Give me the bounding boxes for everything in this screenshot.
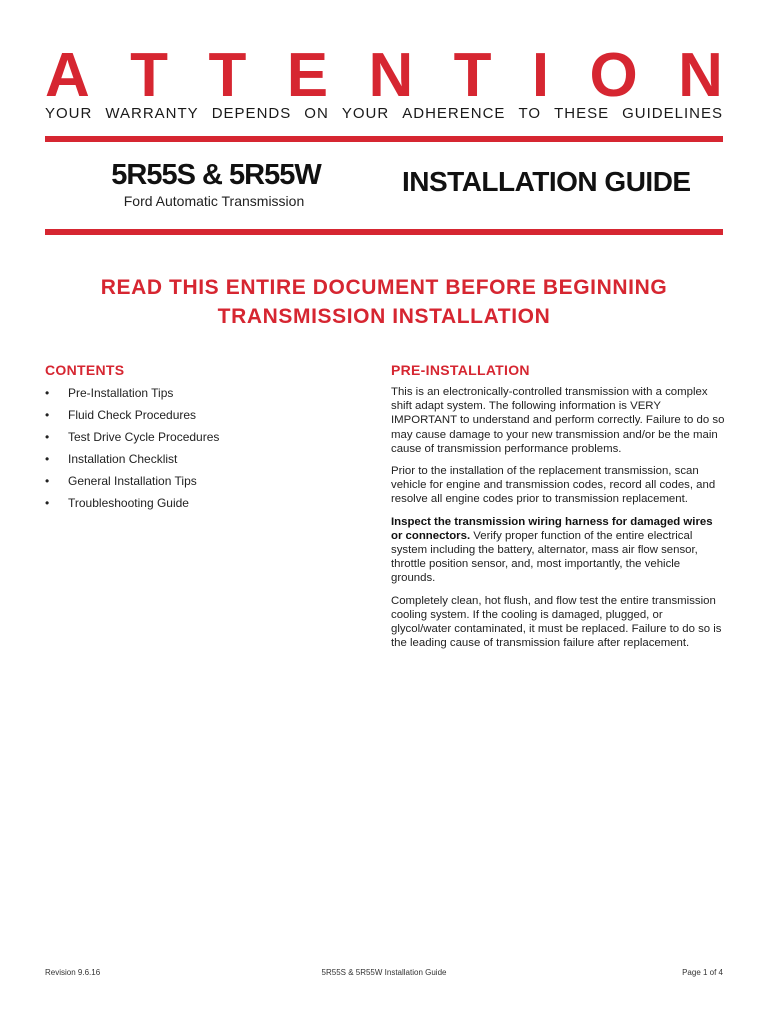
top-divider (45, 136, 723, 142)
banner-line: READ THIS ENTIRE DOCUMENT BEFORE BEGINNING (100, 276, 668, 299)
warranty-word: DEPENDS (211, 105, 292, 122)
page-footer (45, 968, 723, 980)
attention-letter: T (130, 41, 169, 110)
attention-letter: O (589, 41, 638, 110)
list-item (45, 384, 219, 406)
page-number: Page 1 of 4 (682, 968, 723, 977)
contents-item-label: Troubleshooting Guide (68, 496, 189, 510)
warranty-word: THESE (554, 105, 610, 122)
model-subtitle: Ford Automatic Transmission (123, 193, 305, 209)
contents-item-label: General Installation Tips (68, 474, 197, 488)
bullet: • (45, 496, 50, 510)
paragraph: Prior to the installation of the replacement transmission, scan vehicle for engine and transmission codes, record all codes, and resolve all engine codes prior to transmission replacement. (391, 465, 716, 506)
warranty-word: WARRANTY (105, 105, 199, 122)
warranty-word: ADHERENCE (402, 105, 506, 122)
bullet: • (45, 452, 50, 466)
pre-installation-heading: PRE-INSTALLATION (391, 362, 530, 378)
attention-letter: N (678, 41, 723, 110)
bottom-divider (45, 229, 723, 235)
attention-letter: A (45, 41, 90, 110)
document-name: 5R55S & 5R55W Installation Guide (321, 968, 447, 977)
attention-heading (45, 41, 723, 110)
warranty-word: GUIDELINES (622, 105, 723, 122)
contents-item-label: Pre-Installation Tips (68, 386, 174, 400)
bullet: • (45, 430, 50, 444)
attention-letter: I (531, 41, 550, 110)
banner-line: TRANSMISSION INSTALLATION (217, 305, 551, 328)
read-warning-banner (45, 273, 723, 331)
list-item (45, 428, 219, 450)
pre-installation-body (391, 385, 725, 658)
bullet: • (45, 474, 50, 488)
warranty-word: YOUR (45, 105, 93, 122)
attention-letter: T (208, 41, 247, 110)
bullet: • (45, 386, 50, 400)
list-item (45, 494, 219, 516)
bullet: • (45, 408, 50, 422)
paragraph: This is an electronically-controlled transmission with a complex shift adapt system. The following information is VERY IMPORTANT to understand and perform correctly. Failure to do so may cause damage to your new transmission and/or be the main cause of transmission performance problems. (391, 386, 725, 455)
contents-item-label: Test Drive Cycle Procedures (68, 430, 220, 444)
guide-title: INSTALLATION GUIDE (402, 166, 691, 197)
list-item (45, 472, 219, 494)
bold-lead-in: Inspect the transmission wiring harness for damaged wires or connectors. (391, 515, 713, 542)
contents-heading: CONTENTS (45, 362, 125, 378)
contents-item-label: Fluid Check Procedures (68, 408, 197, 422)
contents-list (45, 384, 219, 516)
revision-label: Revision 9.6.16 (45, 968, 101, 977)
paragraph: Completely clean, hot flush, and flow test the entire transmission cooling system. If the cooling is damaged, plugged, or glycol/water contaminated, it must be replaced. Failure to do so is the leading cause of transmission failure after replacement. (391, 594, 722, 650)
attention-letter: T (453, 41, 492, 110)
paragraph (391, 515, 725, 586)
attention-letter: E (286, 41, 329, 110)
model-title: 5R55S & 5R55W (111, 159, 321, 191)
warranty-word: YOUR (341, 105, 390, 122)
warranty-notice (45, 105, 723, 122)
list-item (45, 406, 219, 428)
list-item (45, 450, 219, 472)
attention-letter: N (368, 41, 414, 110)
contents-item-label: Installation Checklist (68, 452, 178, 466)
paragraph-text: Verify proper function of the entire electrical system including the battery, alternator, mass air flow sensor, throttle position sensor, and, most importantly, the vehicle grounds. (391, 529, 698, 585)
warranty-word: ON (304, 105, 329, 122)
warranty-word: TO (518, 105, 542, 122)
